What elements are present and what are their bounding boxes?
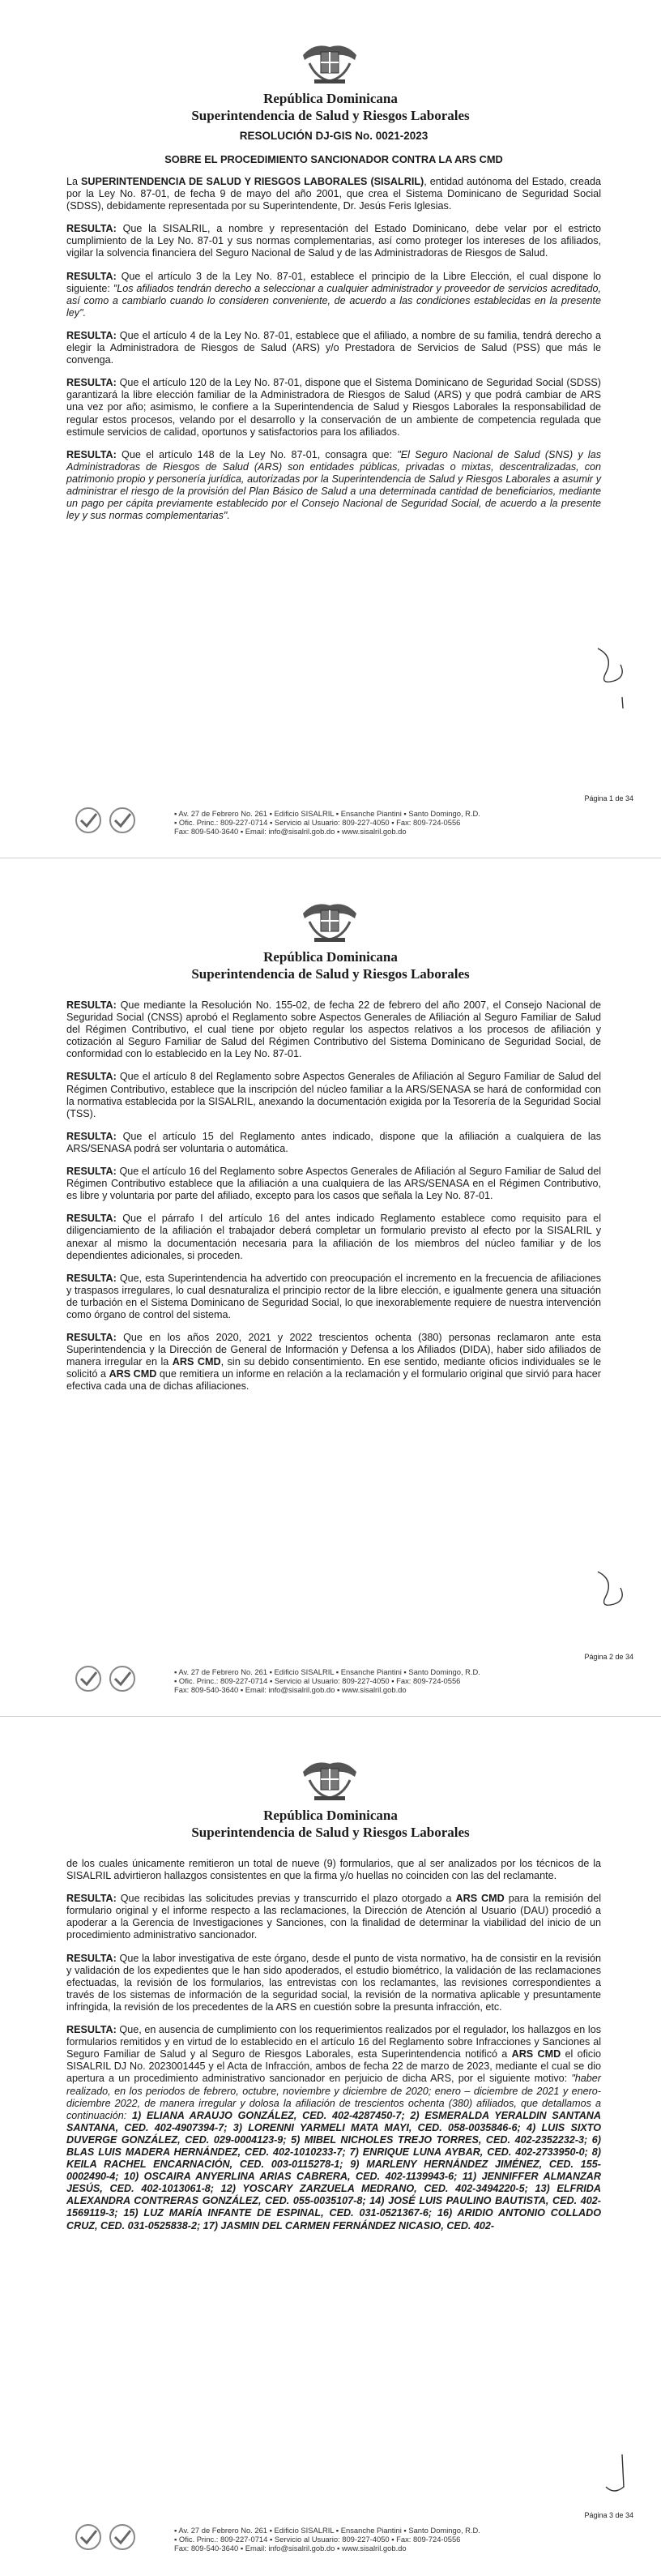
footer-address: ▪ Av. 27 de Febrero No. 261 ▪ Edificio SISALRIL ▪ Ensanche Piantini ▪ Santo Domingo, R.D. ▪ Ofic. Princ.: 809-227-0714 ▪ Servicio al Usuario: 809-227-4050 ▪ Fax: 809-724-0556 Fax: 809-540-3640 ▪ Email: info@sisalril.gob.do ▪ www.sisalril.gob.do <box>174 1667 480 1694</box>
resulta-paragraph: RESULTA: Que el artículo 8 del Reglamento sobre Aspectos Generales de Afiliación al Seguro Familiar de Salud del Régimen Contributivo, establece que la inscripción del núcleo familiar a la ARS/SENASA se hará de conformidad con la normativa establecida por la SISALRIL, anexando la documentación exigida por la Tesorería de la Seguridad Social (TSS). <box>66 1071 602 1119</box>
intro-paragraph: La SUPERINTENDENCIA DE SALUD Y RIESGOS LABORALES (SISALRIL), entidad autónoma del Estado, creada por la Ley No. 87-01, de fecha 9 de mayo del año 2001, que crea el Sistema Dominicano de Seguridad Social (SDSS), debidamente representada por su Superintendente, Dr. Jesús Feris Iglesias. <box>66 176 601 212</box>
resulta-paragraph: RESULTA: Que el párrafo I del artículo 16 del antes indicado Reglamento establece como requisito para el diligenciamiento de la afiliación el trabajador deberá completar un formulario previsto al efecto por la SISALRIL y anexar al mismo la documentación necesaria para la afiliación de los miembros del núcleo familiar y de los dependientes adicionales, si proceden. <box>66 1213 602 1261</box>
coat-of-arms-icon <box>298 39 361 86</box>
page-number: Página 3 de 34 <box>584 2511 633 2519</box>
page-footer <box>73 2523 599 2552</box>
footer-address: ▪ Av. 27 de Febrero No. 261 ▪ Edificio SISALRIL ▪ Ensanche Piantini ▪ Santo Domingo, R.D. ▪ Ofic. Princ.: 809-227-0714 ▪ Servicio al Usuario: 809-227-4050 ▪ Fax: 809-724-0556 Fax: 809-540-3640 ▪ Email: info@sisalril.gob.do ▪ www.sisalril.gob.do <box>174 2526 480 2552</box>
page-2-body <box>66 999 601 1404</box>
header-country: República Dominicana <box>263 1808 398 1823</box>
certification-seal-icon <box>73 2523 104 2551</box>
header-country: República Dominicana <box>263 949 398 965</box>
page-1-body <box>66 130 601 533</box>
page-footer <box>73 807 599 836</box>
resulta-paragraph: RESULTA: Que el artículo 120 de la Ley No. 87-01, dispone que el Sistema Dominicano de Seguridad Social (SDSS) garantizará la libre elección familiar de la Administradora de Riesgos de Salud (ARS) y que podrá cambiar de ARS una vez por año; asimismo, le confiere a la Superintendencia de Salud y Riesgos Laborales la responsabilidad de regular estos procesos, velando por el desarrollo y la conservación de un ambiente de competencia regulada que estimule servicios de calidad, oportunos y satisfactorios para los afiliados. <box>66 377 602 438</box>
header-country: República Dominicana <box>263 91 398 106</box>
resulta-paragraph: RESULTA: Que el artículo 16 del Reglamento sobre Aspectos Generales de Afiliación al Seguro Familiar de Salud del Régimen Contributivo establece que la afiliación a una cualquiera de las ARS/SENASA en el Régimen Contributivo, es libre y voluntaria por parte del afiliado, excepto para los casos que señala la Ley No. 87-01. <box>66 1166 602 1202</box>
signature-mark-icon <box>590 2438 638 2511</box>
certification-seal-icon <box>107 1665 138 1692</box>
page-2 <box>0 858 661 1717</box>
header-agency: Superintendencia de Salud y Riesgos Laborales <box>191 108 470 123</box>
certification-seal-icon <box>73 807 104 834</box>
certification-seal-icon <box>107 2523 138 2551</box>
page-3 <box>0 1717 661 2576</box>
letterhead <box>0 1717 661 1871</box>
page-1 <box>0 0 661 858</box>
resulta-paragraph: RESULTA: Que el artículo 3 de la Ley No. 87-01, establece el principio de la Libre Elección, el cual dispone lo siguiente: "Los afiliados tendrán derecho a seleccionar a cualquier administrador y proveedor de servicios acreditado, así como a cambiarlo cuando lo consideren conveniente, de acuerdo a las condiciones establecidas en la presente ley". <box>66 270 601 319</box>
resulta-paragraph: RESULTA: Que recibidas las solicitudes previas y transcurrido el plazo otorgado a ARS CMD para la remisión del formulario original y el informe respecto a las reclamaciones, la Dirección de Atención al Usuario (DAU) procedió a apoderar a la Gerencia de Investigaciones y Sanciones, con la finalidad de determinar la viabilidad del inicio de un procedimiento administrativo sancionador. <box>66 1893 601 1941</box>
coat-of-arms-icon <box>298 1756 361 1803</box>
resulta-paragraph: RESULTA: Que el artículo 15 del Reglamento antes indicado, dispone que la afiliación a cualquiera de las ARS/SENASA podrá ser voluntaria o automática. <box>66 1130 602 1154</box>
header-agency: Superintendencia de Salud y Riesgos Laborales <box>191 966 470 982</box>
coat-of-arms-icon <box>298 897 361 944</box>
resulta-paragraph: RESULTA: Que el artículo 148 de la Ley No. 87-01, consagra que: "El Seguro Nacional de Salud (SNS) y las Administradoras de Riesgos de Salud (ARS) son entidades públicas, privadas o mixtas, descentralizadas, con patrimonio propio y personería jurídica, autorizadas por la Superintendencia de Salud y Riesgos Laborales a asumir y administrar el riesgo de la provisión del Plan Básico de Salud a una determinada cantidad de beneficiarios, mediante un pago per cápita previamente establecido por el Consejo Nacional de Seguridad Social, de acuerdo a la presente ley y sus normas complementarias". <box>66 448 602 522</box>
letterhead <box>0 858 661 1012</box>
resulta-paragraph: RESULTA: Que, en ausencia de cumplimiento con los requerimientos realizados por el regulador, los hallazgos en los formularios remitidos y en virtud de lo establecido en el artículo 16 del Reglamento sobre Infracciones y Sanciones al Seguro Familiar de Salud y al Seguro de Riesgos Laborales, esta Superintendencia notificó a ARS CMD el oficio SISALRIL DJ No. 2023001445 y el Acta de Infracción, ambos de fecha 22 de marzo de 2023, mediante el cual se dio apertura a un procedimiento administrativo sancionador en perjuicio de dicha ARS, por el siguiente motivo: "haber realizado, en los periodos de febrero, octubre, noviembre y diciembre de 2020; enero – diciembre de 2021 y enero-diciembre 2022, de manera irregular y dolosa la afiliación de trescientos ochenta (380) afiliados, que detallamos a continuación: 1) ELIANA ARAUJO GONZÁLEZ, CED. 402-4287450-7; 2) ESMERALDA YERALDIN SANTANA SANTANA, CED. 402-4907394-7; 3) LORENNI YARMELI MATA MAYI, CED. 058-0035846-6; 4) LUIS SIXTO DUVERGE GONZÁLEZ, CED. 029-0004123-9; 5) MIBEL NICHOLES TREJO TORRES, CED. 402-2352232-3; 6) BLAS LUIS MADERA HERNÁNDEZ, CED. 402-1010233-7; 7) ENRIQUE LUNA AYBAR, CED. 402-2733950-0; 8) KEILA RACHEL ENCARNACIÓN, CED. 003-0115278-1; 9) MARLENY HERNÁNDEZ JIMÉNEZ, CED. 155-0002490-4; 10) OSCAIRA ANYERLINA ARIAS CABRERA, CED. 402-1139943-6; 11) JENNIFFER ALMANZAR JESÚS, CED. 402-1013061-8; 12) YOSCARY ZARZUELA MEDRANO, CED. 402-3494220-5; 13) ELFRIDA ALEXANDRA CONTRERAS GONZÁLEZ, CED. 055-0035107-8; 14) JOSÉ LUIS PAULINO BAUTISTA, CED. 402-1569119-3; 15) LUZ MARÍA INFANTE DE ESPINAL, CED. 031-0521367-6; 16) ARIDIO ANTONIO COLLADO CRUZ, CED. 031-0525838-2; 17) JASMIN DEL CARMEN FERNÁNDEZ NICASIO, CED. 402- <box>66 2024 601 2232</box>
resulta-paragraph: RESULTA: Que la labor investigativa de este órgano, desde el punto de vista normativo, ha de consistir en la revisión y validación de los expedientes que le han sido apoderados, el estudio biométrico, la validación de las reclamaciones efectuadas, la revisión de los formularios, las entrevistas con los reclamantes, las revisiones correspondientes a través de los sistemas de información de la seguridad social, la revisión de la normativa aplicable y presuntamente infringida, la revisión de los precedentes de la ARS en cuestión sobre la presunta infracción, etc. <box>66 1952 602 2013</box>
page-3-body <box>66 1858 601 2243</box>
signature-mark-icon <box>590 1564 638 1637</box>
signature-mark-icon <box>590 640 638 713</box>
resulta-paragraph: RESULTA: Que la SISALRIL, a nombre y representación del Estado Dominicano, debe velar por el estricto cumplimiento de la Ley No. 87-01 y sus normas complementarias, así como proteger los intereses de los afiliados, vigilar la solvencia financiera del Seguro Nacional de Salud y de las Administradoras de Riesgos de Salud. <box>66 223 602 259</box>
resulta-paragraph: RESULTA: Que mediante la Resolución No. 155-02, de fecha 22 de febrero del año 2007, el Consejo Nacional de Seguridad Social (CNSS) aprobó el Reglamento sobre Aspectos Generales de Afiliación al Seguro Familiar de Salud del Régimen Contributivo, el cual tiene por objeto regular los aspectos relativos a los procesos de afiliación y cotización al Seguro Familiar de Salud del Régimen Contributivo del Sistema Dominicano de Seguridad Social, de conformidad con lo establecido en la Ley No. 87-01. <box>66 999 601 1060</box>
resolution-subtitle: SOBRE EL PROCEDIMIENTO SANCIONADOR CONTRA LA ARS CMD <box>164 153 503 165</box>
resolution-title: RESOLUCIÓN DJ-GIS No. 0021-2023 <box>239 130 429 142</box>
resulta-paragraph: RESULTA: Que en los años 2020, 2021 y 2022 trescientos ochenta (380) personas reclamaron ante esta Superintendencia y la Dirección de General de Información y Defensa a los Afiliados (DIDA), haber sido afiliados de manera irregular en la ARS CMD, sin su debido consentimiento. En ese sentido, mediante oficios individuales se le solicitó a ARS CMD que remitiera un informe en relación a la reclamación y el formulario original que sirvió para hacer efectiva cada una de dichas afiliaciones. <box>66 1332 601 1393</box>
resulta-paragraph: RESULTA: Que el artículo 4 de la Ley No. 87-01, establece que el afiliado, a nombre de su familia, tendrá derecho a elegir la Administradora de Riesgos de Salud (ARS) y/o Prestadora de Servicios de Salud (PSS) que más le convenga. <box>66 329 601 366</box>
certification-seal-icon <box>73 1665 104 1692</box>
header-agency: Superintendencia de Salud y Riesgos Laborales <box>191 1825 470 1840</box>
continuation-paragraph: de los cuales únicamente remitieron un total de nueve (9) formularios, que al ser analizados por los técnicos de la SISALRIL advirtieron hallazgos consistentes en que la firma y/o huellas no coinciden con las del reclamante. <box>66 1858 601 1882</box>
page-footer <box>73 1665 599 1694</box>
certification-seal-icon <box>107 807 138 834</box>
footer-address: ▪ Av. 27 de Febrero No. 261 ▪ Edificio SISALRIL ▪ Ensanche Piantini ▪ Santo Domingo, R.D. ▪ Ofic. Princ.: 809-227-0714 ▪ Servicio al Usuario: 809-227-4050 ▪ Fax: 809-724-0556 Fax: 809-540-3640 ▪ Email: info@sisalril.gob.do ▪ www.sisalril.gob.do <box>174 809 480 836</box>
page-number: Página 1 de 34 <box>584 794 633 802</box>
page-number: Página 2 de 34 <box>584 1653 633 1661</box>
resulta-paragraph: RESULTA: Que, esta Superintendencia ha advertido con preocupación el incremento en la frecuencia de afiliaciones y traspasos irregulares, lo cual desnaturaliza el principio rector de la libre elección, e igualmente genera una situación de turbación en el Sistema Dominicano de Seguridad Social, lo que inexorablemente requiere de nuestra intervención como órgano de control del sistema. <box>66 1272 602 1320</box>
